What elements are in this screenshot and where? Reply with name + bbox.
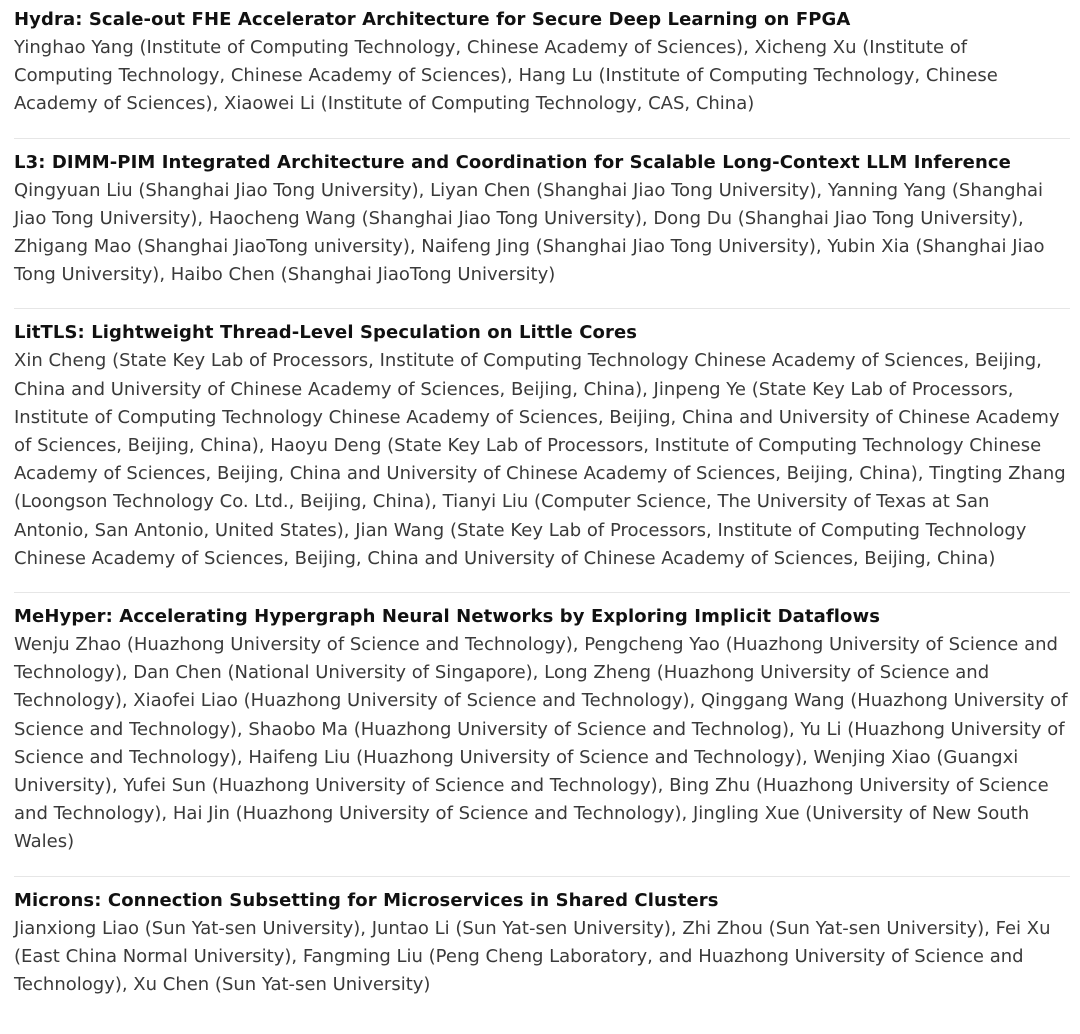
paper-authors: Qingyuan Liu (Shanghai Jiao Tong University), Liyan Chen (Shanghai Jiao Tong University), Yanning Yang (Shanghai Jiao Tong University), Haocheng Wang (Shanghai Jiao Tong University), Dong Du (Shanghai Jiao Tong University), Zhigang Mao (Shanghai JiaoTong university), Naifeng Jing (Shanghai Jiao Tong University), Yubin Xia (Shanghai Jiao Tong University), Haibo Chen (Shanghai JiaoTong University) xyxy=(14,179,1045,286)
paper-title[interactable]: LitTLS: Lightweight Thread-Level Speculation on Little Cores xyxy=(14,322,638,344)
paper-entry-l3 xyxy=(14,139,1070,310)
paper-title[interactable]: Hydra: Scale-out FHE Accelerator Architecture for Secure Deep Learning on FPGA xyxy=(14,9,851,30)
paper-title[interactable]: L3: DIMM-PIM Integrated Architecture and Coordination for Scalable Long-Context LLM Inference xyxy=(14,151,1011,173)
paper-entry-hydra xyxy=(14,0,1070,139)
paper-entry-littls xyxy=(14,309,1070,593)
paper-entry-mehyper xyxy=(14,593,1070,877)
paper-authors: Jianxiong Liao (Sun Yat-sen University), Juntao Li (Sun Yat-sen University), Zhi Zhou (Sun Yat-sen University), Fei Xu (East China Normal University), Fangming Liu (Peng Cheng Laboratory, and Huazhong University of Science and Technology), Xu Chen (Sun Yat-sen University) xyxy=(14,917,1051,996)
paper-authors: Xin Cheng (State Key Lab of Processors, Institute of Computing Technology Chinese Academy of Sciences, Beijing, China and University of Chinese Academy of Sciences, Beijing, China), Jinpeng Ye (State Key Lab of Processors, Institute of Computing Technology Chinese Academy of Sciences, Beijing, China and University of Chinese Academy of Sciences, Beijing, China), Haoyu Deng (State Key Lab of Processors, Institute of Computing Technology Chinese Academy of Sciences, Beijing, China and University of Chinese Academy of Sciences, Beijing, China), Tingting Zhang (Loongson Technology Co. Ltd., Beijing, China), Tianyi Liu (Computer Science, The University of Texas at San Antonio, San Antonio, United States), Jian Wang (State Key Lab of Processors, Institute of Computing Technology Chinese Academy of Sciences, Beijing, China and University of Chinese Academy of Sciences, Beijing, China) xyxy=(14,350,1066,569)
paper-title[interactable]: Microns: Connection Subsetting for Microservices in Shared Clusters xyxy=(14,889,719,911)
paper-authors: Wenju Zhao (Huazhong University of Science and Technology), Pengcheng Yao (Huazhong University of Science and Technology), Dan Chen (National University of Singapore), Long Zheng (Huazhong University of Science and Technology), Xiaofei Liao (Huazhong University of Science and Technology), Qinggang Wang (Huazhong University of Science and Technology), Shaobo Ma (Huazhong University of Science and Technolog), Yu Li (Huazhong University of Science and Technology), Haifeng Liu (Huazhong University of Science and Technology), Wenjing Xiao (Guangxi University), Yufei Sun (Huazhong University of Science and Technology), Bing Zhu (Huazhong University of Science and Technology), Hai Jin (Huazhong University of Science and Technology), Jingling Xue (University of New South Wales) xyxy=(14,634,1068,853)
paper-title[interactable]: MeHyper: Accelerating Hypergraph Neural Networks by Exploring Implicit Dataflows xyxy=(14,606,881,628)
paper-authors: Yinghao Yang (Institute of Computing Technology, Chinese Academy of Sciences), Xicheng Xu (Institute of Computing Technology, Chinese Academy of Sciences), Hang Lu (Institute of Computing Technology, Chinese Academy of Sciences), Xiaowei Li (Institute of Computing Technology, CAS, China) xyxy=(14,37,998,115)
paper-entry-microns xyxy=(14,877,1070,1019)
